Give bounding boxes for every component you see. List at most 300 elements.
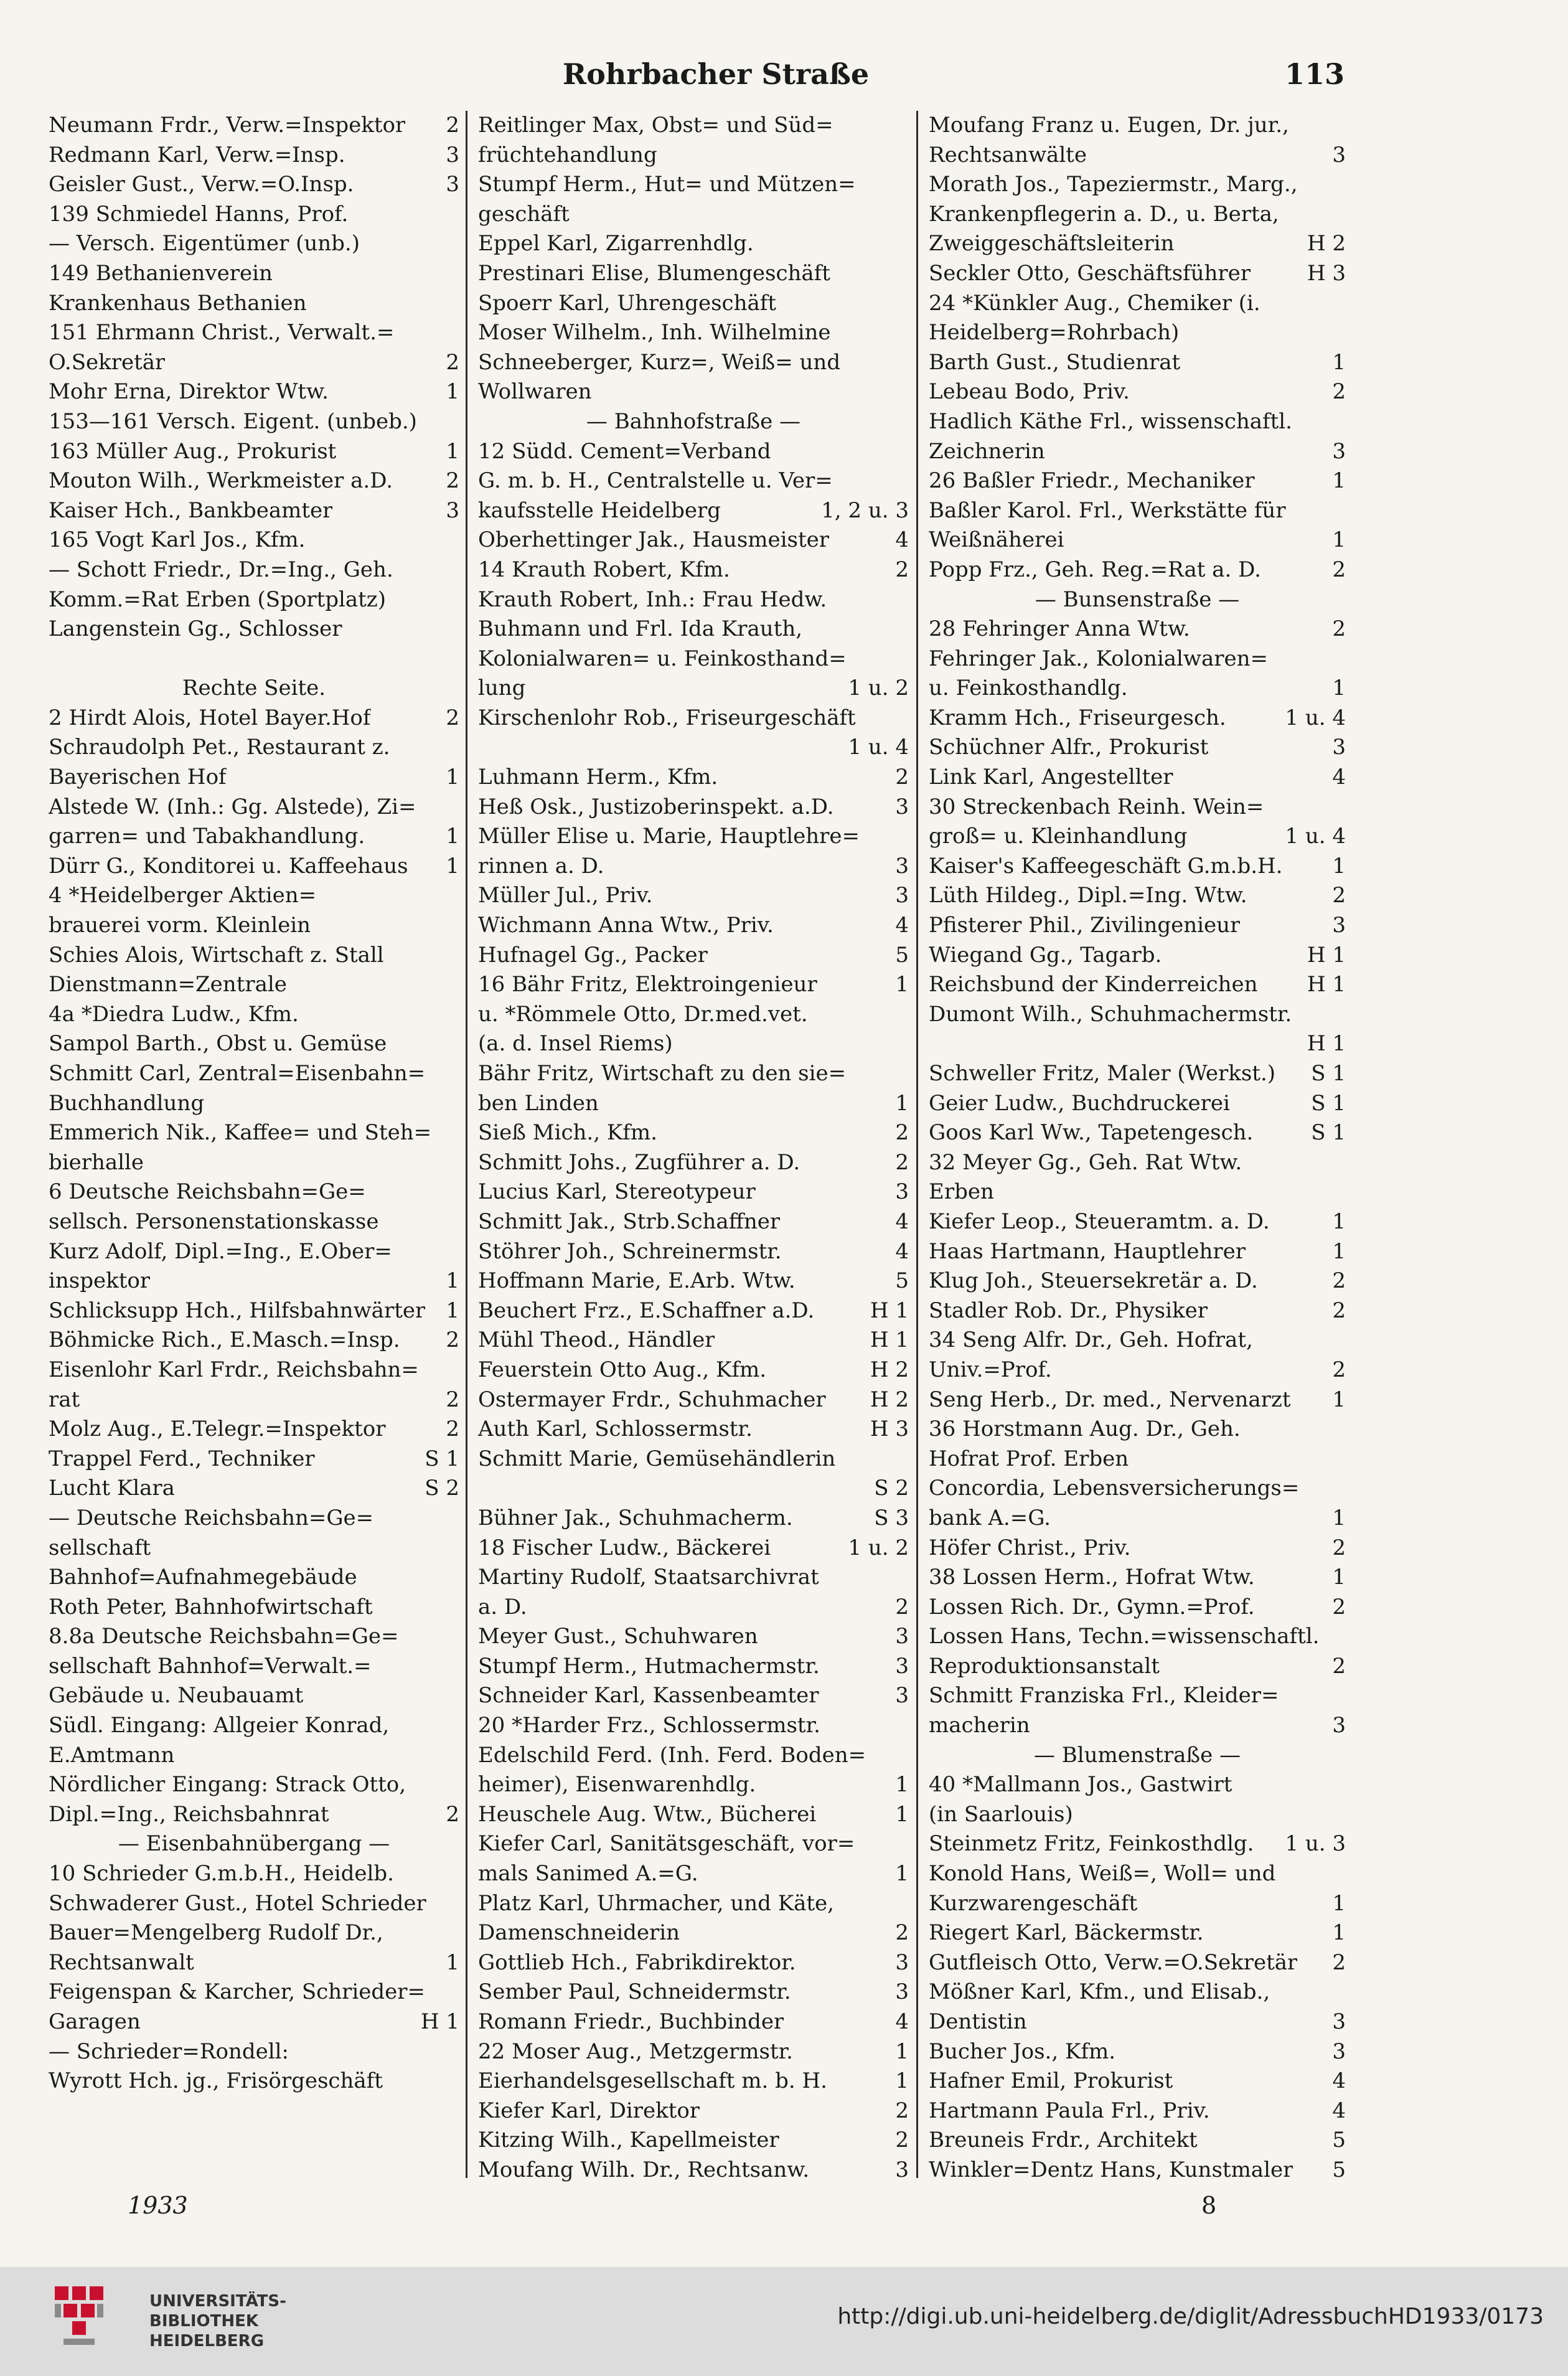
directory-entry — [929, 496, 1346, 526]
source-url-link[interactable]: http://digi.ub.uni-heidelberg.de/diglit/AdressbuchHD1933/0173 — [837, 2304, 1544, 2329]
entry-floor: 1 — [895, 1772, 909, 1798]
directory-entry — [478, 1504, 909, 1534]
entry-text: (in Saarlouis) — [929, 1801, 1073, 1827]
entry-floor: 1 u. 4 — [1285, 824, 1346, 849]
entry-floor — [1342, 1445, 1346, 1474]
directory-entry — [929, 1504, 1346, 1534]
entry-text: Heß Osk., Justizoberinspekt. a.D. — [478, 794, 834, 819]
entry-text: Hofrat Prof. Erben — [929, 1446, 1129, 1471]
entry-text: Platz Karl, Uhrmacher, und Käte, — [478, 1890, 834, 1916]
directory-entry — [929, 1859, 1346, 1889]
entry-text: rinnen a. D. — [478, 853, 604, 879]
entry-text: Kurzwarengeschäft — [929, 1890, 1138, 1916]
entry-text: 30 Streckenbach Reinh. Wein= — [929, 794, 1264, 819]
directory-entry — [478, 1385, 909, 1415]
directory-entry — [49, 1711, 459, 1741]
directory-entry — [478, 1889, 909, 1919]
entry-floor: 1 — [446, 765, 459, 790]
directory-entry — [49, 1296, 459, 1326]
directory-entry — [478, 1622, 909, 1652]
directory-entry — [929, 1829, 1346, 1859]
entry-floor — [905, 704, 909, 733]
entry-floor — [456, 1148, 459, 1178]
entry-text: 22 Moser Aug., Metzgermstr. — [478, 2039, 793, 2064]
directory-entry — [929, 111, 1346, 141]
entry-text: Rechtsanwälte — [929, 142, 1087, 167]
entry-floor — [905, 377, 909, 407]
entry-floor — [456, 1711, 459, 1741]
entry-floor — [1342, 111, 1346, 141]
directory-entry — [478, 259, 909, 289]
entry-text: Baßler Karol. Frl., Werkstätte für — [929, 497, 1286, 523]
entry-text: Hadlich Käthe Frl., wissenschaftl. — [929, 408, 1292, 434]
directory-entry — [929, 1207, 1346, 1237]
entry-text: u. *Römmele Otto, Dr.med.vet. — [478, 1001, 808, 1027]
entry-floor: 1 — [1332, 1565, 1346, 1590]
entry-text: bierhalle — [49, 1149, 144, 1175]
section-heading — [49, 1829, 459, 1859]
entry-floor: H 2 — [1307, 231, 1346, 257]
directory-entry — [929, 1385, 1346, 1415]
directory-entry — [929, 170, 1346, 200]
entry-floor: 3 — [895, 1683, 909, 1709]
directory-entry — [478, 1711, 909, 1741]
directory-entry — [478, 111, 909, 141]
entry-text: Gebäude u. Neubauamt — [49, 1683, 304, 1709]
directory-entry — [478, 1355, 909, 1385]
entry-text: ben Linden — [478, 1090, 599, 1116]
directory-entry — [49, 1207, 459, 1237]
entry-floor — [456, 1918, 459, 1948]
directory-entry — [478, 941, 909, 971]
entry-floor: 3 — [1332, 1713, 1346, 1738]
entry-floor — [1342, 1177, 1346, 1207]
entry-text: Schweller Fritz, Maler (Werkst.) — [929, 1061, 1276, 1086]
entry-floor — [456, 1622, 459, 1652]
entry-floor: 1 — [1332, 1238, 1346, 1264]
entry-floor: 1 u. 2 — [848, 676, 909, 701]
directory-entry — [478, 1770, 909, 1800]
page-number: 113 — [1284, 57, 1345, 91]
entry-text: Nördlicher Eingang: Strack Otto, — [49, 1772, 406, 1798]
entry-floor — [456, 1681, 459, 1711]
entry-text: Hafner Emil, Prokurist — [929, 2068, 1173, 2094]
directory-entry — [929, 200, 1346, 230]
entry-floor: S 2 — [425, 1476, 459, 1501]
directory-entry — [478, 1948, 909, 1978]
entry-floor — [905, 1000, 909, 1030]
directory-entry — [478, 763, 909, 793]
entry-floor: 3 — [1332, 2009, 1346, 2034]
entry-floor: S 3 — [874, 1505, 909, 1530]
directory-entry — [49, 1237, 459, 1267]
entry-text: Luhmann Herm., Kfm. — [478, 765, 718, 790]
directory-entry — [929, 763, 1346, 793]
directory-entry — [49, 1266, 459, 1296]
entry-text: 12 Südd. Cement=Verband — [478, 438, 771, 464]
entry-text: Kramm Hch., Friseurgesch. — [929, 705, 1226, 730]
directory-entry — [49, 852, 459, 882]
directory-entry — [478, 1059, 909, 1089]
entry-floor — [905, 229, 909, 259]
entry-floor: 1 — [1332, 468, 1346, 494]
entry-text: — Deutsche Reichsbahn=Ge= — [49, 1505, 374, 1530]
entry-text: Fehringer Jak., Kolonialwaren= — [929, 646, 1268, 671]
directory-entry — [478, 644, 909, 674]
entry-floor: S 1 — [1311, 1090, 1346, 1116]
directory-entry — [478, 141, 909, 171]
directory-entry — [929, 1237, 1346, 1267]
directory-entry — [478, 852, 909, 882]
entry-floor: 2 — [1332, 1535, 1346, 1560]
entry-floor: 1 u. 4 — [1285, 705, 1346, 730]
directory-entry — [49, 1385, 459, 1415]
entry-floor — [456, 318, 459, 348]
directory-entry — [929, 2096, 1346, 2126]
entry-text: Barth Gust., Studienrat — [929, 349, 1181, 375]
entry-text: geschäft — [478, 201, 570, 227]
entry-text: Reichsbund der Kinderreichen — [929, 972, 1258, 997]
entry-text: Krauth Robert, Inh.: Frau Hedw. — [478, 587, 827, 612]
university-seal-icon — [36, 2279, 136, 2363]
entry-text: heimer), Eisenwarenhdlg. — [478, 1772, 756, 1798]
entry-text: Zweiggeschäftsleiterin — [929, 231, 1175, 257]
entry-text: Alstede W. (Inh.: Gg. Alstede), Zi= — [49, 794, 416, 819]
directory-entry — [49, 1504, 459, 1534]
directory-entry — [478, 1652, 909, 1682]
entry-text: Mößner Karl, Kfm., und Elisab., — [929, 1979, 1270, 2005]
entry-text: Kaiser's Kaffeegeschäft G.m.b.H. — [929, 853, 1283, 879]
directory-entry — [929, 1266, 1346, 1296]
entry-floor: H 1 — [420, 2009, 459, 2034]
entry-floor: 3 — [895, 1949, 909, 1975]
entry-floor: 4 — [1332, 765, 1346, 790]
entry-floor — [1342, 1000, 1346, 1030]
directory-entry — [478, 318, 909, 348]
entry-floor — [1342, 170, 1346, 200]
entry-text: 163 Müller Aug., Prokurist — [49, 438, 337, 464]
entry-text: macherin — [929, 1713, 1030, 1738]
entry-floor — [456, 1652, 459, 1682]
entry-text: Winkler=Dentz Hans, Kunstmaler — [929, 2157, 1293, 2182]
entry-text: Emmerich Nik., Kaffee= und Steh= — [49, 1120, 432, 1146]
entry-floor: 2 — [1332, 557, 1346, 582]
entry-floor: H 2 — [870, 1387, 909, 1412]
entry-text: Südl. Eingang: Allgeier Konrad, — [49, 1713, 390, 1738]
directory-entry — [49, 466, 459, 496]
entry-text: Kolonialwaren= u. Feinkosthand= — [478, 646, 847, 671]
entry-floor: 3 — [895, 1979, 909, 2005]
directory-entry — [49, 348, 459, 378]
directory-entry — [478, 1445, 909, 1474]
directory-entry — [49, 763, 459, 793]
entry-floor — [456, 644, 459, 674]
entry-floor: 2 — [895, 1120, 909, 1146]
directory-entry — [478, 1207, 909, 1237]
entry-floor — [905, 1741, 909, 1771]
entry-text: Sember Paul, Schneidermstr. — [478, 1979, 791, 2005]
entry-text: Buchhandlung — [49, 1090, 205, 1116]
directory-entry — [478, 1681, 909, 1711]
entry-floor: 1 u. 3 — [1285, 1831, 1346, 1857]
entry-floor: 2 — [446, 349, 459, 375]
entry-text: Geisler Gust., Verw.=O.Insp. — [49, 172, 354, 197]
entry-text: Gutfleisch Otto, Verw.=O.Sekretär — [929, 1949, 1298, 1975]
entry-text: Reproduktionsanstalt — [929, 1653, 1160, 1679]
entry-floor: 2 — [895, 557, 909, 582]
entry-text: Lebeau Bodo, Priv. — [929, 379, 1130, 405]
entry-text: Seng Herb., Dr. med., Nervenarzt — [929, 1387, 1291, 1412]
directory-entry — [49, 1652, 459, 1682]
entry-floor: 3 — [895, 1179, 909, 1205]
directory-entry — [49, 822, 459, 852]
entry-text: sellschaft — [49, 1535, 151, 1560]
directory-entry — [49, 1445, 459, 1474]
directory-entry — [929, 1415, 1346, 1445]
entry-floor — [1342, 1326, 1346, 1355]
entry-floor: 1 — [1332, 1890, 1346, 1916]
directory-entry — [49, 704, 459, 733]
directory-entry — [49, 1148, 459, 1178]
column-divider — [916, 111, 918, 2178]
entry-text: Bayerischen Hof — [49, 765, 227, 790]
entry-text: Stöhrer Joh., Schreinermstr. — [478, 1238, 782, 1264]
directory-entry — [478, 229, 909, 259]
directory-entry — [929, 2156, 1346, 2184]
entry-text: Concordia, Lebensversicherungs= — [929, 1476, 1300, 1501]
entry-text: Haas Hartmann, Hauptlehrer — [929, 1238, 1246, 1264]
entry-text: Kirschenlohr Rob., Friseurgeschäft — [478, 705, 856, 730]
entry-text: Schraudolph Pet., Restaurant z. — [49, 735, 390, 760]
entry-floor: 3 — [1332, 735, 1346, 760]
entry-text: — Blumenstraße — — [1033, 1742, 1241, 1768]
entry-text: Kitzing Wilh., Kapellmeister — [478, 2128, 779, 2153]
entry-text: 165 Vogt Karl Jos., Kfm. — [49, 527, 306, 553]
entry-text: Erben — [929, 1179, 994, 1205]
entry-floor: 2 — [446, 705, 459, 730]
directory-entry — [49, 1355, 459, 1385]
directory-entry — [478, 2037, 909, 2067]
directory-entry — [929, 2067, 1346, 2096]
entry-floor — [1342, 289, 1346, 319]
entry-text: Schmitt Franziska Frl., Kleider= — [929, 1683, 1279, 1709]
entry-text: Wyrott Hch. jg., Frisörgeschäft — [49, 2068, 383, 2094]
entry-text: Schmitt Jak., Strb.Schaffner — [478, 1209, 781, 1234]
entry-text: 4a *Diedra Ludw., Kfm. — [49, 1001, 299, 1027]
directory-entry — [49, 1918, 459, 1948]
directory-entry — [478, 1177, 909, 1207]
directory-entry — [49, 1681, 459, 1711]
directory-entry — [478, 674, 909, 704]
entry-floor — [905, 1889, 909, 1919]
entry-text: Ostermayer Frdr., Schuhmacher — [478, 1387, 826, 1412]
entry-floor — [456, 585, 459, 615]
directory-entry — [929, 1296, 1346, 1326]
section-heading — [929, 585, 1346, 615]
directory-entry — [49, 1859, 459, 1889]
entry-floor — [1342, 793, 1346, 823]
entry-floor: 2 — [1332, 1357, 1346, 1382]
directory-entry — [49, 1059, 459, 1089]
entry-floor — [1342, 1474, 1346, 1504]
directory-entry — [49, 644, 459, 674]
directory-entry — [929, 822, 1346, 852]
directory-entry — [478, 466, 909, 496]
entry-floor: 4 — [895, 913, 909, 938]
entry-text: Klug Joh., Steuersekretär a. D. — [929, 1268, 1258, 1294]
entry-floor: 1 — [895, 1801, 909, 1827]
entry-text: Meyer Gust., Schuhwaren — [478, 1624, 758, 1649]
entry-text: 6 Deutsche Reichsbahn=Ge= — [49, 1179, 366, 1205]
entry-text: 151 Ehrmann Christ., Verwalt.= — [49, 320, 395, 346]
entry-floor — [1342, 644, 1346, 674]
entry-floor: 1 u. 2 — [848, 1535, 909, 1560]
directory-entry — [929, 229, 1346, 259]
entry-floor: 3 — [446, 142, 459, 167]
entry-text: Buhmann und Frl. Ida Krauth, — [478, 616, 803, 642]
entry-text: Kiefer Carl, Sanitätsgeschäft, vor= — [478, 1831, 855, 1857]
entry-text: mals Sanimed A.=G. — [478, 1861, 698, 1887]
entry-floor — [1342, 200, 1346, 230]
entry-floor — [1342, 1859, 1346, 1889]
entry-text: Moser Wilhelm., Inh. Wilhelmine — [478, 320, 831, 346]
entry-floor — [456, 1177, 459, 1207]
entry-text: Mohr Erna, Direktor Wtw. — [49, 379, 329, 405]
entry-text: Reitlinger Max, Obst= und Süd= — [478, 113, 833, 138]
entry-floor — [456, 1978, 459, 2007]
entry-text: bank A.=G. — [929, 1505, 1051, 1530]
section-heading — [49, 674, 459, 704]
entry-text: 14 Krauth Robert, Kfm. — [478, 557, 730, 582]
entry-floor — [456, 1000, 459, 1030]
entry-floor: 1 — [446, 1298, 459, 1323]
directory-entry — [478, 822, 909, 852]
entry-floor — [905, 615, 909, 644]
directory-entry — [478, 793, 909, 823]
directory-entry — [478, 2096, 909, 2126]
directory-entry — [478, 1474, 909, 1504]
entry-floor — [905, 437, 909, 467]
entry-text: Damenschneiderin — [478, 1920, 680, 1946]
entry-floor: S 1 — [1311, 1120, 1346, 1146]
directory-entry — [929, 437, 1346, 467]
entry-floor: 2 — [1332, 1298, 1346, 1323]
entry-floor — [456, 1237, 459, 1267]
entry-floor — [456, 1089, 459, 1119]
entry-floor: 1 — [1332, 1387, 1346, 1412]
entry-floor — [456, 1889, 459, 1919]
entry-text: Feigenspan & Karcher, Schrieder= — [49, 1979, 425, 2005]
directory-entry — [929, 1534, 1346, 1563]
entry-text: Trappel Ferd., Techniker — [49, 1446, 315, 1471]
directory-entry — [478, 1829, 909, 1859]
directory-entry — [929, 1445, 1346, 1474]
entry-text: Oberhettinger Jak., Hausmeister — [478, 527, 829, 553]
column-divider — [466, 111, 467, 2178]
directory-entry — [49, 1741, 459, 1771]
entry-text: 153—161 Versch. Eigent. (unbeb.) — [49, 408, 417, 434]
entry-text: Schmitt Marie, Gemüsehändlerin — [478, 1446, 836, 1471]
entry-text: Bahnhof=Aufnahmegebäude — [49, 1565, 357, 1590]
directory-entry — [49, 941, 459, 971]
directory-entry — [929, 1474, 1346, 1504]
entry-text: Geier Ludw., Buchdruckerei — [929, 1090, 1230, 1116]
entry-floor: 2 — [1332, 1268, 1346, 1294]
directory-entry — [929, 2126, 1346, 2156]
entry-text: Lucius Karl, Stereotypeur — [478, 1179, 756, 1205]
directory-entry — [49, 1593, 459, 1623]
entry-floor — [456, 793, 459, 823]
entry-text: Roth Peter, Bahnhofwirtschaft — [49, 1594, 373, 1619]
entry-floor — [456, 1534, 459, 1563]
entry-floor — [456, 911, 459, 941]
directory-column-2 — [478, 111, 909, 2184]
entry-floor: 2 — [1332, 379, 1346, 405]
entry-floor — [456, 615, 459, 644]
entry-floor — [456, 1504, 459, 1534]
directory-entry — [929, 733, 1346, 763]
section-heading — [929, 1741, 1346, 1771]
entry-text: Bucher Jos., Kfm. — [929, 2039, 1116, 2064]
directory-entry — [929, 348, 1346, 378]
entry-text: 10 Schrieder G.m.b.H., Heidelb. — [49, 1861, 394, 1887]
entry-text: Schies Alois, Wirtschaft z. Stall — [49, 942, 384, 968]
entry-floor — [905, 141, 909, 171]
directory-entry — [478, 1859, 909, 1889]
entry-floor — [456, 1741, 459, 1771]
directory-entry — [49, 1622, 459, 1652]
directory-entry — [478, 615, 909, 644]
entry-text: Lossen Rich. Dr., Gymn.=Prof. — [929, 1594, 1255, 1619]
entry-text: u. Feinkosthandlg. — [929, 676, 1128, 701]
directory-entry — [478, 1326, 909, 1355]
library-name: UNIVERSITÄTS- BIBLIOTHEK HEIDELBERG — [149, 2292, 286, 2350]
directory-entry — [929, 615, 1346, 644]
directory-entry — [478, 2126, 909, 2156]
entry-floor: 3 — [1332, 142, 1346, 167]
entry-floor — [456, 1859, 459, 1889]
entry-floor: 1 — [446, 1268, 459, 1294]
entry-text: Bähr Fritz, Wirtschaft zu den sie= — [478, 1061, 847, 1086]
entry-text: Gottlieb Hch., Fabrikdirektor. — [478, 1949, 796, 1975]
entry-floor — [1342, 1148, 1346, 1178]
entry-text: Heuschele Aug. Wtw., Bücherei — [478, 1801, 817, 1827]
entry-text: Pfisterer Phil., Zivilingenieur — [929, 913, 1241, 938]
entry-floor: 3 — [895, 883, 909, 908]
entry-text: 32 Meyer Gg., Geh. Rat Wtw. — [929, 1149, 1242, 1175]
directory-entry — [929, 1118, 1346, 1148]
directory-entry — [929, 289, 1346, 319]
entry-text: Auth Karl, Schlossermstr. — [478, 1417, 753, 1442]
entry-text: Komm.=Rat Erben (Sportplatz) — [49, 587, 386, 612]
directory-entry — [929, 377, 1346, 407]
entry-floor: 2 — [1332, 616, 1346, 642]
directory-entry — [49, 1029, 459, 1059]
entry-text: Wichmann Anna Wtw., Priv. — [478, 913, 774, 938]
entry-text: Müller Elise u. Marie, Hauptlehre= — [478, 824, 860, 849]
directory-entry — [478, 2007, 909, 2037]
directory-entry — [929, 1593, 1346, 1623]
entry-text: Redmann Karl, Verw.=Insp. — [49, 142, 345, 167]
entry-floor — [456, 229, 459, 259]
entry-text: Dentistin — [929, 2009, 1027, 2034]
entry-text: Dipl.=Ing., Reichsbahnrat — [49, 1801, 329, 1827]
entry-floor: 1 — [446, 853, 459, 879]
section-heading — [478, 407, 909, 437]
entry-floor: 2 — [895, 1920, 909, 1946]
entry-floor: H 1 — [1307, 1031, 1346, 1057]
directory-entry — [478, 1296, 909, 1326]
